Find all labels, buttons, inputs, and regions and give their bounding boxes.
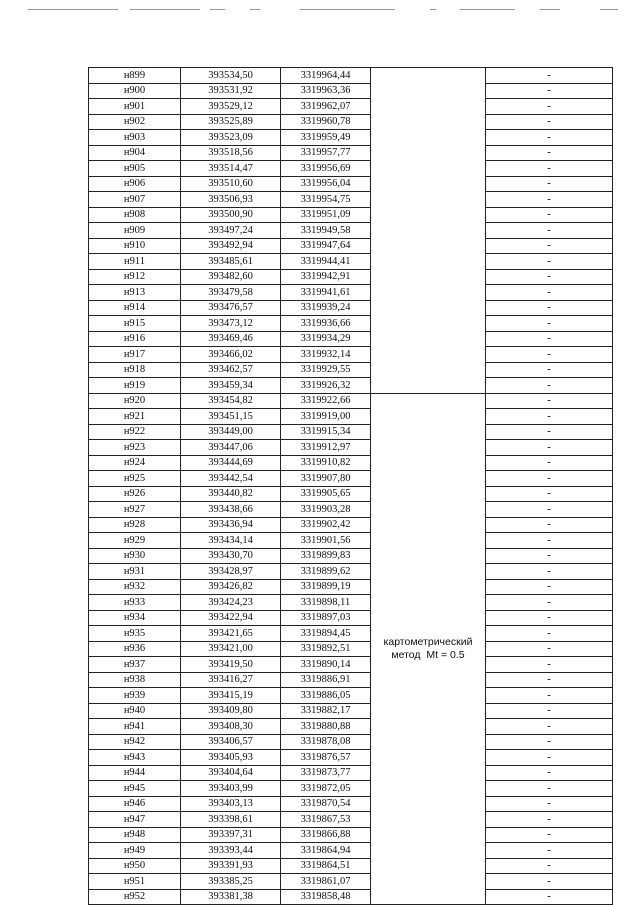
method-label-line1: картометрический [383, 635, 473, 648]
point-name-cell: н943 [89, 750, 181, 766]
accuracy-mark-cell: - [486, 409, 613, 425]
table-row [89, 393, 613, 409]
x-coordinate-cell: 393415,19 [181, 688, 281, 704]
accuracy-mark-cell: - [486, 145, 613, 161]
x-coordinate-cell: 393428,97 [181, 564, 281, 580]
accuracy-mark-cell: - [486, 874, 613, 890]
y-coordinate-cell: 3319934,29 [281, 331, 371, 347]
x-coordinate-cell: 393442,54 [181, 471, 281, 487]
x-coordinate-cell: 393421,65 [181, 626, 281, 642]
x-coordinate-cell: 393391,93 [181, 858, 281, 874]
accuracy-mark-cell: - [486, 223, 613, 239]
x-coordinate-cell: 393404,64 [181, 765, 281, 781]
x-coordinate-cell: 393523,09 [181, 130, 281, 146]
point-name-cell: н910 [89, 238, 181, 254]
y-coordinate-cell: 3319886,05 [281, 688, 371, 704]
table-row [89, 889, 613, 905]
point-name-cell: н928 [89, 517, 181, 533]
accuracy-mark-cell: - [486, 812, 613, 828]
point-name-cell: н903 [89, 130, 181, 146]
point-name-cell: н922 [89, 424, 181, 440]
point-name-cell: н950 [89, 858, 181, 874]
accuracy-mark-cell: - [486, 99, 613, 115]
point-name-cell: н945 [89, 781, 181, 797]
y-coordinate-cell: 3319897,03 [281, 610, 371, 626]
point-name-cell: н904 [89, 145, 181, 161]
y-coordinate-cell: 3319936,66 [281, 316, 371, 332]
point-name-cell: н944 [89, 765, 181, 781]
accuracy-mark-cell: - [486, 827, 613, 843]
y-coordinate-cell: 3319964,44 [281, 68, 371, 84]
table-row [89, 858, 613, 874]
x-coordinate-cell: 393506,93 [181, 192, 281, 208]
table-row [89, 703, 613, 719]
accuracy-mark-cell: - [486, 750, 613, 766]
y-coordinate-cell: 3319873,77 [281, 765, 371, 781]
table-row [89, 130, 613, 146]
table-row [89, 285, 613, 301]
x-coordinate-cell: 393444,69 [181, 455, 281, 471]
x-coordinate-cell: 393473,12 [181, 316, 281, 332]
x-coordinate-cell: 393440,82 [181, 486, 281, 502]
table-row [89, 316, 613, 332]
accuracy-mark-cell: - [486, 192, 613, 208]
x-coordinate-cell: 393451,15 [181, 409, 281, 425]
table-row [89, 533, 613, 549]
point-name-cell: н948 [89, 827, 181, 843]
point-name-cell: н908 [89, 207, 181, 223]
table-row [89, 657, 613, 673]
table-row [89, 378, 613, 394]
y-coordinate-cell: 3319939,24 [281, 300, 371, 316]
point-name-cell: н936 [89, 641, 181, 657]
accuracy-mark-cell: - [486, 595, 613, 611]
x-coordinate-cell: 393476,57 [181, 300, 281, 316]
point-name-cell: н900 [89, 83, 181, 99]
y-coordinate-cell: 3319962,07 [281, 99, 371, 115]
x-coordinate-cell: 393466,02 [181, 347, 281, 363]
table-row [89, 610, 613, 626]
x-coordinate-cell: 393529,12 [181, 99, 281, 115]
y-coordinate-cell: 3319864,51 [281, 858, 371, 874]
point-name-cell: н952 [89, 889, 181, 905]
x-coordinate-cell: 393469,46 [181, 331, 281, 347]
x-coordinate-cell: 393416,27 [181, 672, 281, 688]
x-coordinate-cell: 393459,34 [181, 378, 281, 394]
y-coordinate-cell: 3319947,64 [281, 238, 371, 254]
accuracy-mark-cell: - [486, 564, 613, 580]
accuracy-mark-cell: - [486, 703, 613, 719]
point-name-cell: н921 [89, 409, 181, 425]
accuracy-mark-cell: - [486, 68, 613, 84]
accuracy-mark-cell: - [486, 285, 613, 301]
y-coordinate-cell: 3319902,42 [281, 517, 371, 533]
table-row [89, 331, 613, 347]
point-name-cell: н907 [89, 192, 181, 208]
y-coordinate-cell: 3319872,05 [281, 781, 371, 797]
y-coordinate-cell: 3319864,94 [281, 843, 371, 859]
y-coordinate-cell: 3319866,88 [281, 827, 371, 843]
accuracy-mark-cell: - [486, 471, 613, 487]
x-coordinate-cell: 393406,57 [181, 734, 281, 750]
point-name-cell: н920 [89, 393, 181, 409]
method-cell [371, 393, 486, 905]
x-coordinate-cell: 393419,50 [181, 657, 281, 673]
point-name-cell: н918 [89, 362, 181, 378]
table-row [89, 548, 613, 564]
table-row [89, 688, 613, 704]
x-coordinate-cell: 393514,47 [181, 161, 281, 177]
table-row [89, 424, 613, 440]
accuracy-mark-cell: - [486, 533, 613, 549]
point-name-cell: н938 [89, 672, 181, 688]
table-row [89, 471, 613, 487]
x-coordinate-cell: 393385,25 [181, 874, 281, 890]
point-name-cell: н932 [89, 579, 181, 595]
table-row [89, 502, 613, 518]
y-coordinate-cell: 3319929,55 [281, 362, 371, 378]
table-row [89, 269, 613, 285]
table-row [89, 843, 613, 859]
x-coordinate-cell: 393492,94 [181, 238, 281, 254]
accuracy-mark-cell: - [486, 502, 613, 518]
table-row [89, 145, 613, 161]
table-row [89, 486, 613, 502]
method-cell-empty [371, 68, 486, 394]
point-name-cell: н899 [89, 68, 181, 84]
x-coordinate-cell: 393449,00 [181, 424, 281, 440]
x-coordinate-cell: 393482,60 [181, 269, 281, 285]
accuracy-mark-cell: - [486, 238, 613, 254]
y-coordinate-cell: 3319956,69 [281, 161, 371, 177]
y-coordinate-cell: 3319919,00 [281, 409, 371, 425]
accuracy-mark-cell: - [486, 657, 613, 673]
x-coordinate-cell: 393497,24 [181, 223, 281, 239]
table-row [89, 641, 613, 657]
accuracy-mark-cell: - [486, 889, 613, 905]
point-name-cell: н925 [89, 471, 181, 487]
y-coordinate-cell: 3319907,80 [281, 471, 371, 487]
point-name-cell: н946 [89, 796, 181, 812]
accuracy-mark-cell: - [486, 781, 613, 797]
x-coordinate-cell: 393421,00 [181, 641, 281, 657]
y-coordinate-cell: 3319957,77 [281, 145, 371, 161]
x-coordinate-cell: 393531,92 [181, 83, 281, 99]
accuracy-mark-cell: - [486, 734, 613, 750]
coordinates-table-body [89, 68, 613, 905]
y-coordinate-cell: 3319963,36 [281, 83, 371, 99]
point-name-cell: н905 [89, 161, 181, 177]
accuracy-mark-cell: - [486, 548, 613, 564]
y-coordinate-cell: 3319878,08 [281, 734, 371, 750]
point-name-cell: н906 [89, 176, 181, 192]
accuracy-mark-cell: - [486, 424, 613, 440]
table-row [89, 161, 613, 177]
point-name-cell: н924 [89, 455, 181, 471]
table-row [89, 223, 613, 239]
point-name-cell: н914 [89, 300, 181, 316]
accuracy-mark-cell: - [486, 300, 613, 316]
table-row [89, 455, 613, 471]
y-coordinate-cell: 3319951,09 [281, 207, 371, 223]
y-coordinate-cell: 3319954,75 [281, 192, 371, 208]
point-name-cell: н902 [89, 114, 181, 130]
point-name-cell: н919 [89, 378, 181, 394]
y-coordinate-cell: 3319942,91 [281, 269, 371, 285]
accuracy-mark-cell: - [486, 114, 613, 130]
table-row [89, 719, 613, 735]
y-coordinate-cell: 3319941,61 [281, 285, 371, 301]
y-coordinate-cell: 3319880,88 [281, 719, 371, 735]
accuracy-mark-cell: - [486, 269, 613, 285]
y-coordinate-cell: 3319905,65 [281, 486, 371, 502]
y-coordinate-cell: 3319894,45 [281, 626, 371, 642]
table-row [89, 564, 613, 580]
accuracy-mark-cell: - [486, 378, 613, 394]
table-row [89, 254, 613, 270]
point-name-cell: н934 [89, 610, 181, 626]
y-coordinate-cell: 3319882,17 [281, 703, 371, 719]
y-coordinate-cell: 3319901,56 [281, 533, 371, 549]
x-coordinate-cell: 393447,06 [181, 440, 281, 456]
y-coordinate-cell: 3319960,78 [281, 114, 371, 130]
y-coordinate-cell: 3319949,58 [281, 223, 371, 239]
table-row [89, 812, 613, 828]
y-coordinate-cell: 3319912,97 [281, 440, 371, 456]
accuracy-mark-cell: - [486, 440, 613, 456]
y-coordinate-cell: 3319861,07 [281, 874, 371, 890]
x-coordinate-cell: 393436,94 [181, 517, 281, 533]
table-row [89, 409, 613, 425]
table-row [89, 517, 613, 533]
point-name-cell: н909 [89, 223, 181, 239]
x-coordinate-cell: 393403,99 [181, 781, 281, 797]
table-row [89, 672, 613, 688]
x-coordinate-cell: 393454,82 [181, 393, 281, 409]
x-coordinate-cell: 393518,56 [181, 145, 281, 161]
y-coordinate-cell: 3319959,49 [281, 130, 371, 146]
x-coordinate-cell: 393426,82 [181, 579, 281, 595]
x-coordinate-cell: 393405,93 [181, 750, 281, 766]
point-name-cell: н915 [89, 316, 181, 332]
y-coordinate-cell: 3319932,14 [281, 347, 371, 363]
x-coordinate-cell: 393381,38 [181, 889, 281, 905]
table-row [89, 626, 613, 642]
x-coordinate-cell: 393438,66 [181, 502, 281, 518]
table-row [89, 781, 613, 797]
y-coordinate-cell: 3319867,53 [281, 812, 371, 828]
point-name-cell: н913 [89, 285, 181, 301]
accuracy-mark-cell: - [486, 579, 613, 595]
table-row [89, 734, 613, 750]
table-row [89, 347, 613, 363]
table-row [89, 827, 613, 843]
table-row [89, 362, 613, 378]
table-row [89, 595, 613, 611]
table-row [89, 192, 613, 208]
table-row [89, 579, 613, 595]
table-row [89, 874, 613, 890]
point-name-cell: н941 [89, 719, 181, 735]
coordinates-table [88, 67, 613, 905]
table-row [89, 440, 613, 456]
accuracy-mark-cell: - [486, 719, 613, 735]
scan-artifact-top-edge [0, 0, 640, 20]
accuracy-mark-cell: - [486, 130, 613, 146]
x-coordinate-cell: 393500,90 [181, 207, 281, 223]
point-name-cell: н931 [89, 564, 181, 580]
y-coordinate-cell: 3319956,04 [281, 176, 371, 192]
accuracy-mark-cell: - [486, 796, 613, 812]
x-coordinate-cell: 393479,58 [181, 285, 281, 301]
point-name-cell: н927 [89, 502, 181, 518]
table-row [89, 99, 613, 115]
point-name-cell: н917 [89, 347, 181, 363]
table-row [89, 750, 613, 766]
table-row [89, 68, 613, 84]
x-coordinate-cell: 393485,61 [181, 254, 281, 270]
point-name-cell: н930 [89, 548, 181, 564]
y-coordinate-cell: 3319898,11 [281, 595, 371, 611]
y-coordinate-cell: 3319876,57 [281, 750, 371, 766]
x-coordinate-cell: 393393,44 [181, 843, 281, 859]
table-row [89, 796, 613, 812]
y-coordinate-cell: 3319926,32 [281, 378, 371, 394]
point-name-cell: н940 [89, 703, 181, 719]
x-coordinate-cell: 393534,50 [181, 68, 281, 84]
accuracy-mark-cell: - [486, 843, 613, 859]
x-coordinate-cell: 393525,89 [181, 114, 281, 130]
y-coordinate-cell: 3319886,91 [281, 672, 371, 688]
point-name-cell: н926 [89, 486, 181, 502]
table-row [89, 765, 613, 781]
table-row [89, 114, 613, 130]
accuracy-mark-cell: - [486, 393, 613, 409]
table-row [89, 238, 613, 254]
accuracy-mark-cell: - [486, 347, 613, 363]
y-coordinate-cell: 3319870,54 [281, 796, 371, 812]
y-coordinate-cell: 3319890,14 [281, 657, 371, 673]
accuracy-mark-cell: - [486, 610, 613, 626]
accuracy-mark-cell: - [486, 486, 613, 502]
x-coordinate-cell: 393422,94 [181, 610, 281, 626]
table-row [89, 300, 613, 316]
point-name-cell: н923 [89, 440, 181, 456]
accuracy-mark-cell: - [486, 331, 613, 347]
y-coordinate-cell: 3319899,19 [281, 579, 371, 595]
accuracy-mark-cell: - [486, 316, 613, 332]
accuracy-mark-cell: - [486, 176, 613, 192]
accuracy-mark-cell: - [486, 765, 613, 781]
x-coordinate-cell: 393408,30 [181, 719, 281, 735]
accuracy-mark-cell: - [486, 161, 613, 177]
table-row [89, 83, 613, 99]
accuracy-mark-cell: - [486, 858, 613, 874]
table-row [89, 176, 613, 192]
point-name-cell: н951 [89, 874, 181, 890]
point-name-cell: н916 [89, 331, 181, 347]
point-name-cell: н901 [89, 99, 181, 115]
y-coordinate-cell: 3319899,83 [281, 548, 371, 564]
y-coordinate-cell: 3319915,34 [281, 424, 371, 440]
point-name-cell: н935 [89, 626, 181, 642]
y-coordinate-cell: 3319892,51 [281, 641, 371, 657]
y-coordinate-cell: 3319944,41 [281, 254, 371, 270]
point-name-cell: н912 [89, 269, 181, 285]
x-coordinate-cell: 393397,31 [181, 827, 281, 843]
point-name-cell: н949 [89, 843, 181, 859]
accuracy-mark-cell: - [486, 626, 613, 642]
x-coordinate-cell: 393398,61 [181, 812, 281, 828]
point-name-cell: н947 [89, 812, 181, 828]
y-coordinate-cell: 3319903,28 [281, 502, 371, 518]
accuracy-mark-cell: - [486, 207, 613, 223]
accuracy-mark-cell: - [486, 83, 613, 99]
accuracy-mark-cell: - [486, 641, 613, 657]
x-coordinate-cell: 393409,80 [181, 703, 281, 719]
x-coordinate-cell: 393462,57 [181, 362, 281, 378]
accuracy-mark-cell: - [486, 688, 613, 704]
accuracy-mark-cell: - [486, 672, 613, 688]
accuracy-mark-cell: - [486, 517, 613, 533]
y-coordinate-cell: 3319910,82 [281, 455, 371, 471]
table-row [89, 207, 613, 223]
point-name-cell: н911 [89, 254, 181, 270]
point-name-cell: н933 [89, 595, 181, 611]
x-coordinate-cell: 393434,14 [181, 533, 281, 549]
x-coordinate-cell: 393430,70 [181, 548, 281, 564]
method-label-line2: метод Mt = 0.5 [391, 648, 465, 661]
point-name-cell: н937 [89, 657, 181, 673]
x-coordinate-cell: 393510,60 [181, 176, 281, 192]
accuracy-mark-cell: - [486, 362, 613, 378]
x-coordinate-cell: 393403,13 [181, 796, 281, 812]
point-name-cell: н939 [89, 688, 181, 704]
x-coordinate-cell: 393424,23 [181, 595, 281, 611]
y-coordinate-cell: 3319922,66 [281, 393, 371, 409]
y-coordinate-cell: 3319899,62 [281, 564, 371, 580]
accuracy-mark-cell: - [486, 254, 613, 270]
accuracy-mark-cell: - [486, 455, 613, 471]
point-name-cell: н929 [89, 533, 181, 549]
y-coordinate-cell: 3319858,48 [281, 889, 371, 905]
point-name-cell: н942 [89, 734, 181, 750]
